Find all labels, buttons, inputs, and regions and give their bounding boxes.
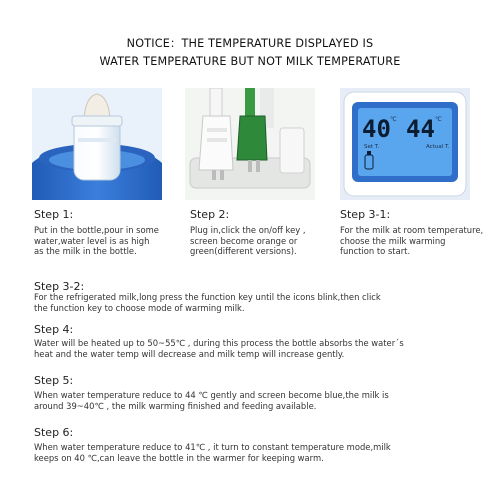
step-1-text: Put in the bottle,pour in some water,water level is as high as the milk in the bottle.: [34, 225, 159, 257]
step-3-2-title: Step 3-2:: [34, 280, 85, 293]
step-5-title: Step 5:: [34, 374, 74, 387]
actual-temperature-value: 44: [406, 115, 435, 143]
power-plug-image: [185, 88, 315, 200]
notice-line-2: WATER TEMPERATURE BUT NOT MILK TEMPERATURE: [99, 55, 401, 68]
bottle-in-warmer-image: [32, 88, 162, 200]
step-2-title: Step 2:: [190, 208, 230, 221]
set-temperature-label: Set T.: [364, 144, 380, 150]
actual-temperature-label: Actual T.: [426, 144, 450, 150]
step-1-title: Step 1:: [34, 208, 74, 221]
step-6-text: When water temperature reduce to 41℃ , it turn to constant temperature mode,milk keeps on 40 ℃,can leave the bottle in the warmer for keeping warm.: [34, 442, 391, 463]
step-6-title: Step 6:: [34, 426, 74, 439]
step-5-text: When water temperature reduce to 44 ℃ gently and screen become blue,the milk is around 39~40℃ , the milk warming finished and feeding available.: [34, 390, 389, 411]
step-4-text: Water will be heated up to 50~55℃ , during this process the bottle absorbs the water´s heat and the water temp will decrease and milk temp will increase gently.: [34, 338, 404, 359]
actual-temperature-unit: ℃: [435, 116, 442, 123]
lcd-display-image: [340, 88, 470, 200]
step-3-1-text: For the milk at room temperature, choose the milk warming function to start.: [340, 225, 484, 257]
step-3-1-title: Step 3-1:: [340, 208, 391, 221]
step-2-text: Plug in,click the on/off key , screen become orange or green(different versions).: [190, 225, 306, 257]
set-temperature-value: 40: [362, 115, 391, 143]
notice-line-1: NOTICE：THE TEMPERATURE DISPLAYED IS: [126, 37, 374, 50]
step-3-2-text: For the refrigerated milk,long press the function key until the icons blink,then click the function key to choose mode of warming milk.: [34, 292, 381, 313]
step-4-title: Step 4:: [34, 323, 74, 336]
set-temperature-unit: ℃: [390, 116, 397, 123]
